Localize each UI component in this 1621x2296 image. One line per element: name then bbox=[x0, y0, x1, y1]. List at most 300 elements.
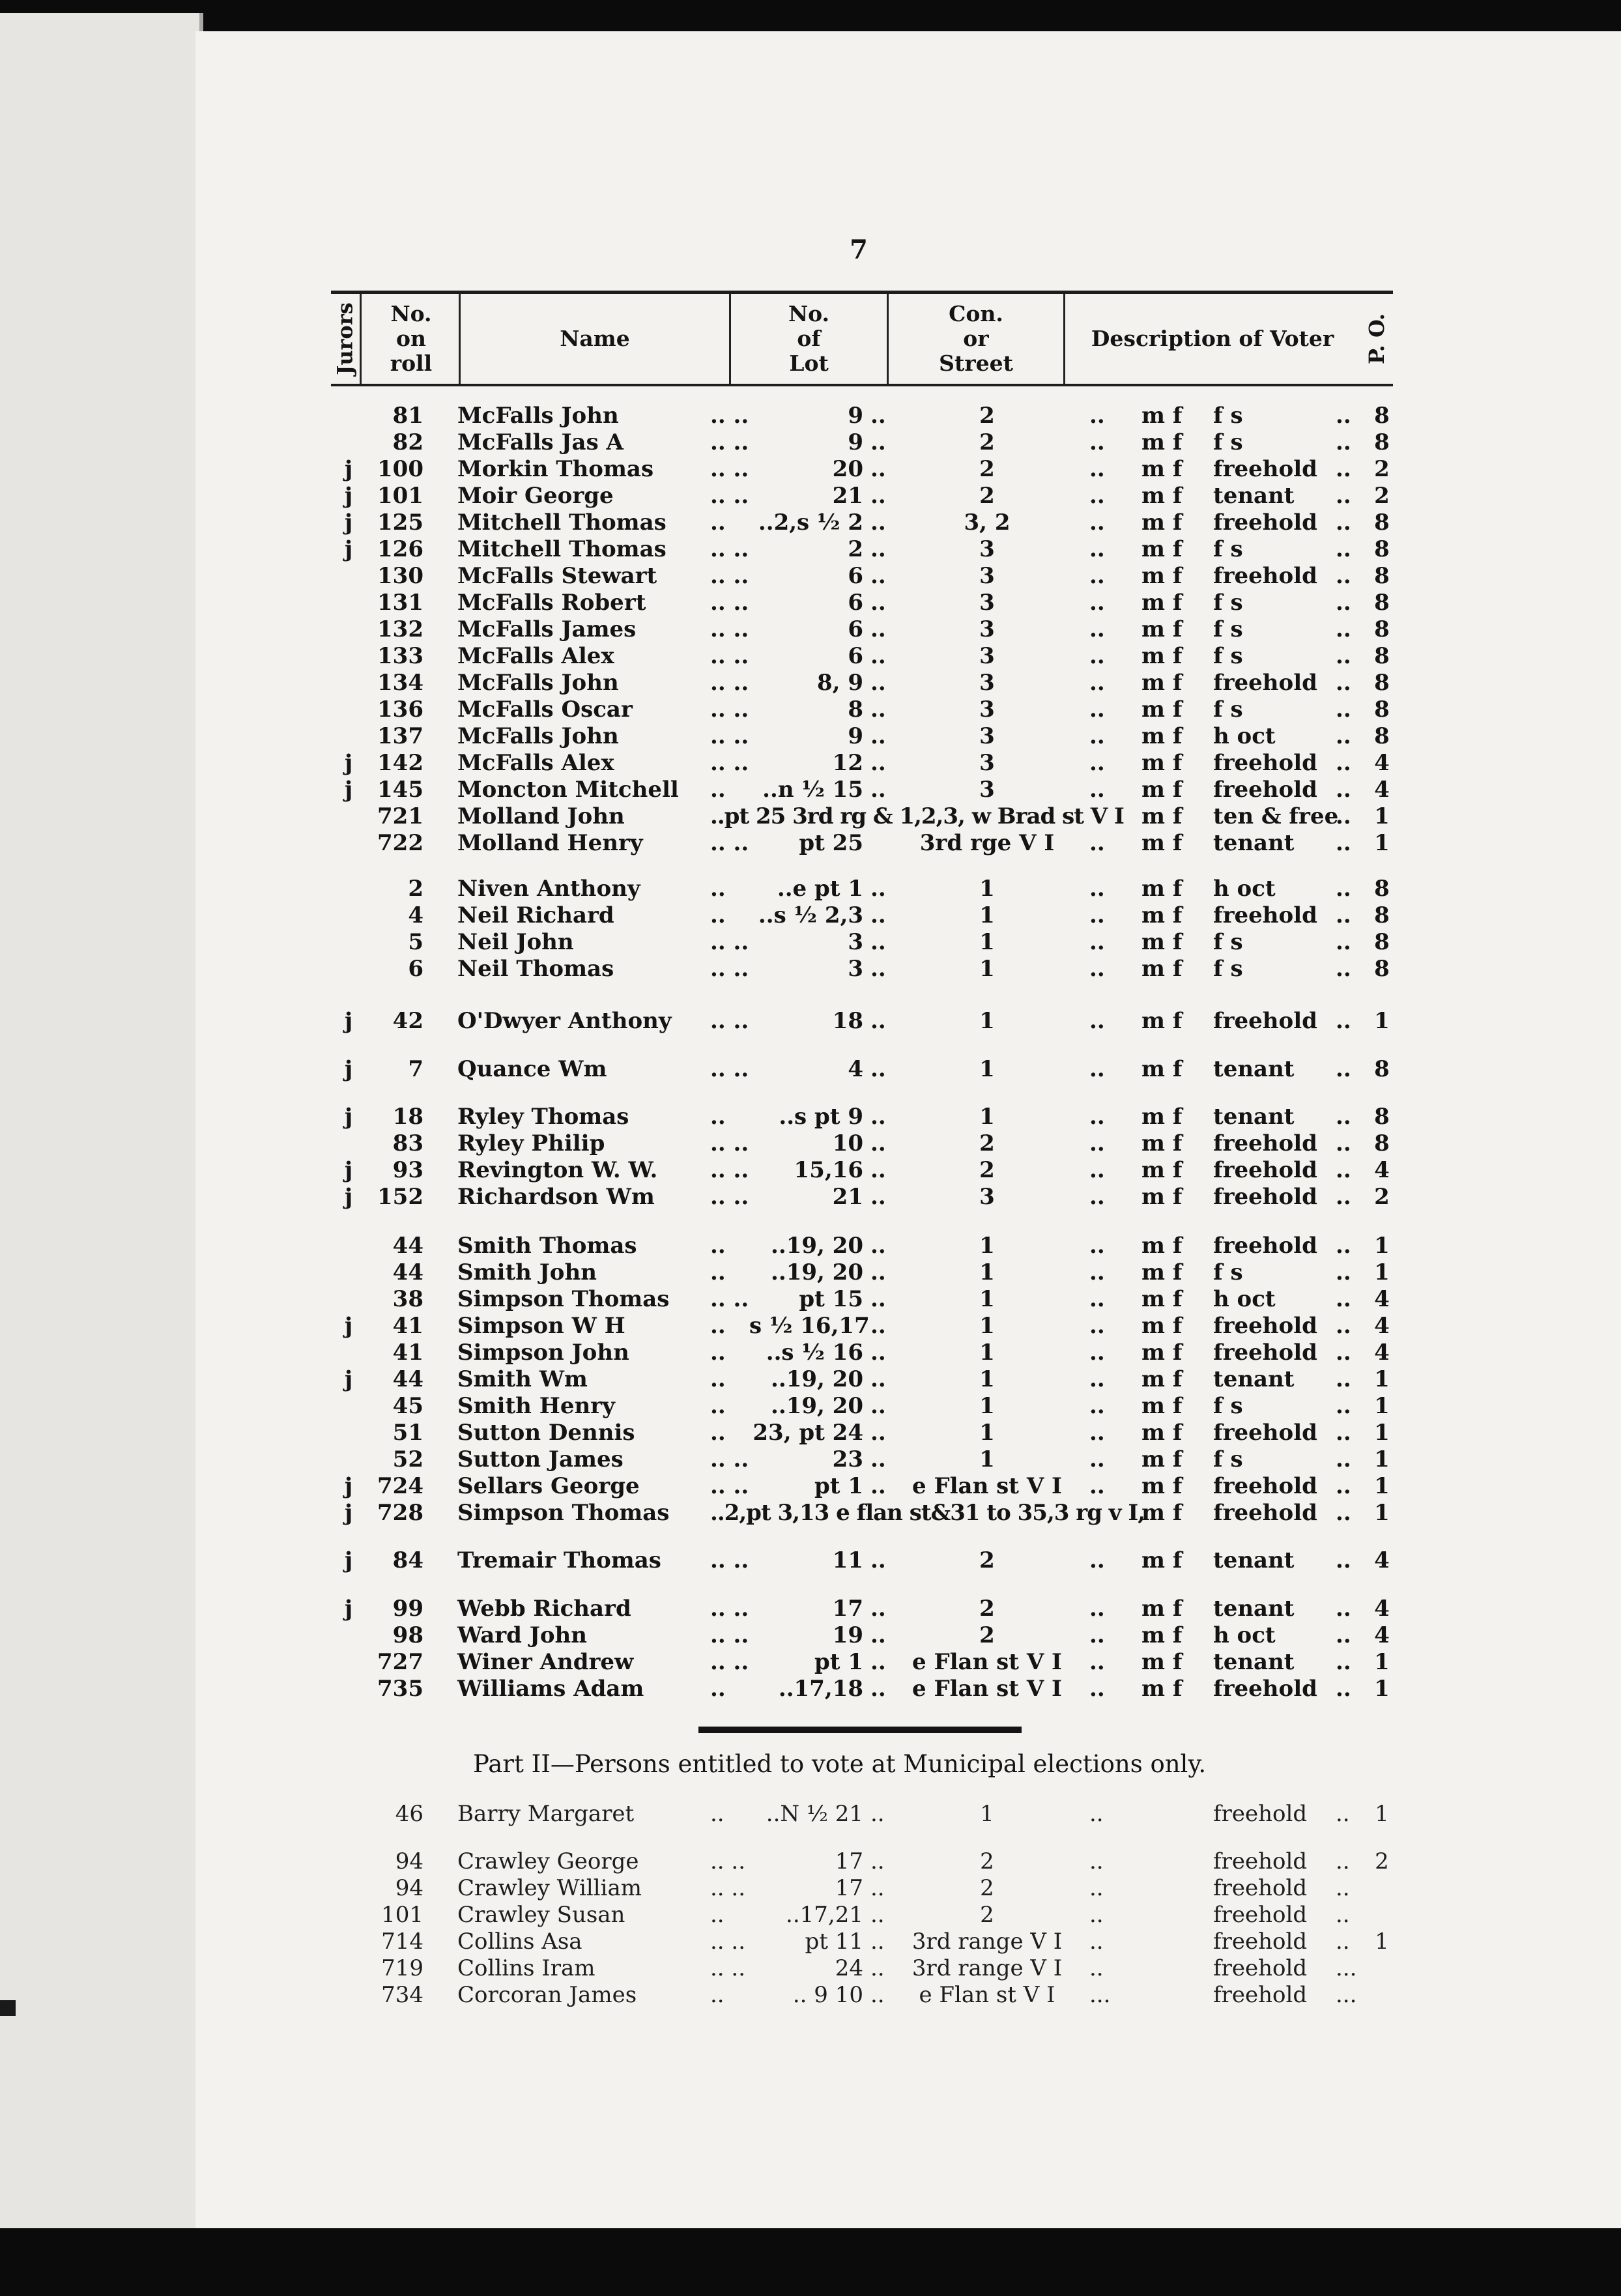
cell-d2: .. bbox=[870, 643, 886, 669]
cell-mf: m f bbox=[1141, 403, 1183, 429]
cell-lot: 3 bbox=[848, 956, 863, 982]
cell-d4: .. bbox=[1336, 803, 1351, 829]
cell-con: 2 bbox=[979, 1622, 995, 1648]
cell-d1: .. .. bbox=[710, 929, 749, 955]
cell-j: j bbox=[344, 1184, 353, 1210]
cell-po: 1 bbox=[1374, 1676, 1390, 1702]
cell-no: 131 bbox=[377, 590, 423, 616]
cell-con: 3 bbox=[979, 590, 995, 616]
cell-d4: .. bbox=[1336, 1008, 1351, 1034]
cell-name: McFalls Robert bbox=[457, 590, 646, 616]
cell-no: 101 bbox=[377, 483, 423, 509]
cell-d4: .. bbox=[1336, 643, 1351, 669]
cell-con: 2 bbox=[979, 403, 995, 429]
cell-name: Smith Wm bbox=[457, 1366, 588, 1392]
cell-d2: .. bbox=[870, 1008, 886, 1034]
cell-name: Sutton James bbox=[457, 1446, 624, 1472]
cell-con: 2 bbox=[979, 456, 995, 482]
cell-d1: .. bbox=[710, 1982, 724, 2008]
cell-d4: .. bbox=[1336, 750, 1351, 776]
cell-d4: .. bbox=[1336, 1286, 1351, 1312]
cell-con: 1 bbox=[979, 1056, 995, 1082]
cell-d2: .. bbox=[870, 1801, 885, 1827]
cell-name: Molland John bbox=[457, 803, 625, 829]
cell-no: 145 bbox=[377, 777, 423, 803]
cell-d2: .. bbox=[870, 1902, 885, 1928]
cell-mf: m f bbox=[1141, 456, 1183, 482]
cell-desc: freehold bbox=[1213, 1340, 1317, 1366]
cell-desc: freehold bbox=[1213, 1875, 1308, 1901]
cell-lot: pt 1 bbox=[814, 1649, 863, 1675]
cell-no: 83 bbox=[392, 1130, 423, 1156]
cell-name: Sutton Dennis bbox=[457, 1420, 635, 1446]
cell-lot: ..19, 20 bbox=[771, 1233, 863, 1259]
cell-con: 2 bbox=[980, 1848, 994, 1874]
cell-desc: tenant bbox=[1213, 483, 1295, 509]
cell-j: j bbox=[344, 1056, 353, 1082]
cell-d1: .. .. bbox=[710, 1056, 749, 1082]
cell-con: 3 bbox=[979, 643, 995, 669]
cell-desc: freehold bbox=[1213, 1184, 1317, 1210]
cell-con: 3rd range V I bbox=[911, 1955, 1063, 1981]
cell-d1: .. bbox=[710, 1366, 726, 1392]
column-rule bbox=[729, 294, 731, 384]
cell-po: 1 bbox=[1374, 1473, 1390, 1499]
cell-desc: f s bbox=[1213, 590, 1243, 616]
cell-d4: .. bbox=[1336, 1393, 1351, 1419]
cell-con: 2 bbox=[979, 1157, 995, 1183]
cell-con: 1 bbox=[979, 1393, 995, 1419]
cell-po: 1 bbox=[1374, 1500, 1390, 1526]
cell-desc: f s bbox=[1213, 643, 1243, 669]
cell-d2: .. bbox=[870, 723, 886, 749]
cell-d4: .. bbox=[1336, 902, 1351, 928]
cell-desc: tenant bbox=[1213, 830, 1295, 856]
cell-d3: .. bbox=[1089, 563, 1105, 589]
cell-d3: .. bbox=[1089, 750, 1105, 776]
cell-name: Quance Wm bbox=[457, 1056, 607, 1082]
cell-name: Barry Margaret bbox=[457, 1801, 635, 1827]
cell-mf: m f bbox=[1141, 803, 1183, 829]
cell-lot: 17 bbox=[835, 1875, 863, 1901]
cell-con: 2 bbox=[979, 429, 995, 455]
cell-mf: m f bbox=[1141, 1649, 1183, 1675]
cell-po: 8 bbox=[1374, 723, 1390, 749]
cell-name: Smith Thomas bbox=[457, 1233, 637, 1259]
cell-d4: .. bbox=[1336, 616, 1351, 642]
cell-d3: .. bbox=[1089, 1286, 1105, 1312]
cell-con: e Flan st V I bbox=[912, 1649, 1062, 1675]
cell-lot: 9 bbox=[848, 429, 863, 455]
cell-lot: ..pt 25 3rd rg & 1,2,3, w Brad st V I bbox=[710, 803, 1124, 829]
cell-d2: .. bbox=[870, 509, 886, 536]
cell-d3: .. bbox=[1089, 429, 1105, 455]
cell-name: Neil Richard bbox=[457, 902, 614, 928]
cell-no: 81 bbox=[392, 403, 423, 429]
cell-d4: .. bbox=[1336, 830, 1351, 856]
cell-no: 728 bbox=[377, 1500, 423, 1526]
cell-d2: .. bbox=[870, 456, 886, 482]
cell-desc: f s bbox=[1213, 616, 1243, 642]
cell-d1: .. .. bbox=[710, 1875, 746, 1901]
cell-d3: .. bbox=[1089, 1596, 1105, 1622]
cell-lot: 6 bbox=[848, 616, 863, 642]
cell-d3: .. bbox=[1089, 1130, 1105, 1156]
cell-po: 1 bbox=[1374, 1649, 1390, 1675]
cell-lot: 10 bbox=[832, 1130, 863, 1156]
cell-po: 1 bbox=[1375, 1929, 1389, 1955]
cell-con: 1 bbox=[979, 1340, 995, 1366]
cell-d1: .. bbox=[710, 777, 726, 803]
cell-po: 8 bbox=[1374, 429, 1390, 455]
cell-name: Niven Anthony bbox=[457, 876, 640, 902]
cell-d4: .. bbox=[1336, 876, 1351, 902]
cell-d1: .. .. bbox=[710, 1446, 749, 1472]
cell-con: 3rd range V I bbox=[911, 1929, 1063, 1955]
cell-lot: ..19, 20 bbox=[771, 1366, 863, 1392]
cell-po: 8 bbox=[1374, 670, 1390, 696]
cell-con: 1 bbox=[979, 876, 995, 902]
cell-name: Richardson Wm bbox=[457, 1184, 655, 1210]
cell-name: Sellars George bbox=[457, 1473, 640, 1499]
cell-mf: m f bbox=[1141, 1622, 1183, 1648]
cell-j: j bbox=[344, 1547, 353, 1573]
cell-d3: .. bbox=[1089, 1184, 1105, 1210]
cell-no: 100 bbox=[377, 456, 423, 482]
cell-po: 8 bbox=[1374, 536, 1390, 562]
header-po: P. O. bbox=[1364, 313, 1389, 365]
cell-d4: .. bbox=[1336, 590, 1351, 616]
cell-lot: 3 bbox=[848, 929, 863, 955]
cell-d1: .. .. bbox=[710, 1008, 749, 1034]
cell-lot: 17 bbox=[832, 1596, 863, 1622]
cell-lot: 2 bbox=[848, 536, 863, 562]
cell-lot: 21 bbox=[832, 1184, 863, 1210]
cell-d1: .. .. bbox=[710, 1649, 749, 1675]
cell-po: 1 bbox=[1374, 1420, 1390, 1446]
cell-d3: .. bbox=[1089, 509, 1105, 536]
cell-desc: tenant bbox=[1213, 1596, 1295, 1622]
cell-j: j bbox=[344, 1157, 353, 1183]
cell-desc: f s bbox=[1213, 929, 1243, 955]
cell-d3: .. bbox=[1089, 670, 1105, 696]
cell-con: 3 bbox=[979, 696, 995, 723]
cell-con: 1 bbox=[979, 929, 995, 955]
cell-d3: .. bbox=[1089, 1366, 1105, 1392]
cell-con: 1 bbox=[979, 902, 995, 928]
cell-d3: .. bbox=[1089, 1902, 1104, 1928]
cell-name: Corcoran James bbox=[457, 1982, 637, 2008]
cell-name: Collins Iram bbox=[457, 1955, 595, 1981]
cell-name: Collins Asa bbox=[457, 1929, 582, 1955]
cell-mf: m f bbox=[1141, 1446, 1183, 1472]
cell-mf: m f bbox=[1141, 670, 1183, 696]
cell-no: 18 bbox=[392, 1104, 423, 1130]
cell-mf: m f bbox=[1141, 509, 1183, 536]
cell-name: O'Dwyer Anthony bbox=[457, 1008, 672, 1034]
cell-po: 8 bbox=[1374, 956, 1390, 982]
cell-desc: f s bbox=[1213, 1446, 1243, 1472]
cell-con: 1 bbox=[980, 1801, 994, 1827]
cell-d4: .. bbox=[1336, 1473, 1351, 1499]
cell-d4: .. bbox=[1336, 1596, 1351, 1622]
cell-d4: .. bbox=[1336, 1184, 1351, 1210]
cell-po: 8 bbox=[1374, 403, 1390, 429]
cell-d2: .. bbox=[870, 929, 886, 955]
cell-name: Simpson Thomas bbox=[457, 1286, 670, 1312]
cell-d3: .. bbox=[1089, 1056, 1105, 1082]
cell-mf: m f bbox=[1141, 483, 1183, 509]
cell-name: Crawley George bbox=[457, 1848, 639, 1874]
cell-lot: ..2,pt 3,13 e flan st&31 to 35,3 rg v I, bbox=[710, 1500, 1145, 1526]
cell-d2: .. bbox=[870, 777, 886, 803]
cell-no: 94 bbox=[395, 1875, 423, 1901]
header-no-on-roll: No. on roll bbox=[390, 301, 433, 376]
cell-d2: .. bbox=[870, 956, 886, 982]
cell-name: Simpson John bbox=[457, 1340, 629, 1366]
cell-name: Revington W. W. bbox=[457, 1157, 658, 1183]
cell-name: McFalls James bbox=[457, 616, 637, 642]
cell-con: 3 bbox=[979, 616, 995, 642]
cell-d1: .. .. bbox=[710, 403, 749, 429]
cell-desc: freehold bbox=[1213, 1801, 1308, 1827]
cell-po: 2 bbox=[1374, 456, 1390, 482]
cell-d2: .. bbox=[870, 1184, 886, 1210]
cell-d2: .. bbox=[870, 1929, 885, 1955]
cell-d1: .. .. bbox=[710, 1286, 749, 1312]
cell-d3: .. bbox=[1089, 643, 1105, 669]
cell-d1: .. bbox=[710, 1259, 726, 1285]
cell-po: 8 bbox=[1374, 509, 1390, 536]
column-rule bbox=[1063, 294, 1065, 384]
cell-d2: .. bbox=[870, 1446, 886, 1472]
cell-d4: .. bbox=[1336, 1848, 1350, 1874]
cell-name: Simpson Thomas bbox=[457, 1500, 670, 1526]
cell-con: e Flan st V I bbox=[919, 1982, 1055, 2008]
cell-no: 133 bbox=[377, 643, 423, 669]
cell-d4: .. bbox=[1336, 1929, 1350, 1955]
cell-j: j bbox=[344, 1473, 353, 1499]
cell-mf: m f bbox=[1141, 929, 1183, 955]
cell-name: Morkin Thomas bbox=[457, 456, 654, 482]
cell-lot: pt 1 bbox=[814, 1473, 863, 1499]
cell-d3: .. bbox=[1089, 590, 1105, 616]
column-rule bbox=[459, 294, 461, 384]
cell-desc: freehold bbox=[1213, 1500, 1317, 1526]
cell-po: 1 bbox=[1374, 1008, 1390, 1034]
cell-no: 137 bbox=[377, 723, 423, 749]
cell-desc: tenant bbox=[1213, 1547, 1295, 1573]
cell-d1: .. bbox=[710, 1233, 726, 1259]
header-con-or-street: Con. or Street bbox=[939, 301, 1013, 376]
cell-lot: 4 bbox=[848, 1056, 863, 1082]
cell-no: 46 bbox=[395, 1801, 423, 1827]
cell-d3: .. bbox=[1089, 777, 1105, 803]
cell-d3: ... bbox=[1089, 1982, 1111, 2008]
cell-d2: .. bbox=[870, 1366, 886, 1392]
cell-desc: freehold bbox=[1213, 509, 1317, 536]
cell-name: Ryley Thomas bbox=[457, 1104, 629, 1130]
cell-desc: freehold bbox=[1213, 1955, 1308, 1981]
cell-d1: .. bbox=[710, 902, 726, 928]
cell-lot: 15,16 bbox=[794, 1157, 863, 1183]
cell-d1: .. .. bbox=[710, 750, 749, 776]
cell-po: 2 bbox=[1374, 483, 1390, 509]
cell-d1: .. .. bbox=[710, 616, 749, 642]
cell-lot: 8, 9 bbox=[817, 670, 863, 696]
cell-d4: .. bbox=[1336, 509, 1351, 536]
cell-desc: freehold bbox=[1213, 1902, 1308, 1928]
cell-mf: m f bbox=[1141, 616, 1183, 642]
scan-border-top bbox=[0, 0, 1621, 31]
cell-po: 8 bbox=[1374, 590, 1390, 616]
cell-no: 727 bbox=[377, 1649, 423, 1675]
cell-con: 1 bbox=[979, 1104, 995, 1130]
cell-lot: ..19, 20 bbox=[771, 1393, 863, 1419]
cell-name: Tremair Thomas bbox=[457, 1547, 661, 1573]
cell-name: Winer Andrew bbox=[457, 1649, 634, 1675]
cell-po: 8 bbox=[1374, 902, 1390, 928]
cell-d2: .. bbox=[870, 403, 886, 429]
cell-mf: m f bbox=[1141, 1500, 1183, 1526]
cell-po: 1 bbox=[1374, 1233, 1390, 1259]
cell-d3: .. bbox=[1089, 723, 1105, 749]
cell-d4: .. bbox=[1336, 929, 1351, 955]
header-name: Name bbox=[560, 326, 630, 351]
cell-d4: ... bbox=[1336, 1982, 1357, 2008]
header-description: Description of Voter bbox=[1091, 326, 1334, 351]
cell-name: McFalls Alex bbox=[457, 643, 614, 669]
cell-d1: .. .. bbox=[710, 1184, 749, 1210]
cell-d4: .. bbox=[1336, 1157, 1351, 1183]
cell-no: 719 bbox=[381, 1955, 423, 1981]
cell-name: McFalls Alex bbox=[457, 750, 614, 776]
cell-d2: .. bbox=[870, 1056, 886, 1082]
cell-d4: .. bbox=[1336, 1340, 1351, 1366]
cell-lot: 9 bbox=[848, 403, 863, 429]
cell-lot: 6 bbox=[848, 563, 863, 589]
cell-no: 82 bbox=[392, 429, 423, 455]
cell-mf: m f bbox=[1141, 563, 1183, 589]
cell-po: 8 bbox=[1374, 1130, 1390, 1156]
cell-con: 2 bbox=[979, 1130, 995, 1156]
cell-desc: freehold bbox=[1213, 1848, 1308, 1874]
cell-d2: .. bbox=[870, 1622, 886, 1648]
cell-name: Williams Adam bbox=[457, 1676, 644, 1702]
cell-con: 3, 2 bbox=[964, 509, 1011, 536]
cell-lot: 6 bbox=[848, 590, 863, 616]
cell-mf: m f bbox=[1141, 777, 1183, 803]
cell-d4: .. bbox=[1336, 1104, 1351, 1130]
cell-d1: .. .. bbox=[710, 696, 749, 723]
cell-no: 101 bbox=[381, 1902, 423, 1928]
scan-border-bottom bbox=[0, 2228, 1621, 2296]
cell-lot: s ½ 16,17 bbox=[749, 1313, 870, 1339]
cell-mf: m f bbox=[1141, 696, 1183, 723]
cell-d1: .. .. bbox=[710, 1157, 749, 1183]
cell-d4: .. bbox=[1336, 1875, 1350, 1901]
cell-po: 8 bbox=[1374, 696, 1390, 723]
margin-mark bbox=[0, 2000, 16, 2016]
cell-mf: m f bbox=[1141, 830, 1183, 856]
cell-j: j bbox=[344, 1500, 353, 1526]
cell-d4: .. bbox=[1336, 723, 1351, 749]
cell-j: j bbox=[344, 483, 353, 509]
cell-no: 42 bbox=[392, 1008, 423, 1034]
cell-d4: .. bbox=[1336, 536, 1351, 562]
cell-po: 8 bbox=[1374, 643, 1390, 669]
cell-no: 41 bbox=[392, 1313, 423, 1339]
cell-d3: .. bbox=[1089, 830, 1105, 856]
cell-name: Moir George bbox=[457, 483, 614, 509]
cell-d2: .. bbox=[870, 1473, 886, 1499]
cell-name: McFalls John bbox=[457, 403, 619, 429]
cell-d4: .. bbox=[1336, 1622, 1351, 1648]
cell-d3: .. bbox=[1089, 1104, 1105, 1130]
cell-lot: pt 15 bbox=[799, 1286, 863, 1312]
cell-no: 98 bbox=[392, 1622, 423, 1648]
cell-mf: m f bbox=[1141, 1056, 1183, 1082]
cell-d2: .. bbox=[870, 1676, 886, 1702]
cell-d1: .. .. bbox=[710, 723, 749, 749]
cell-name: Webb Richard bbox=[457, 1596, 631, 1622]
cell-no: 724 bbox=[377, 1473, 423, 1499]
cell-po: 4 bbox=[1374, 1547, 1390, 1573]
cell-lot: ..e pt 1 bbox=[777, 876, 863, 902]
cell-d3: .. bbox=[1089, 1233, 1105, 1259]
cell-name: McFalls Oscar bbox=[457, 696, 633, 723]
cell-lot: ..2,s ½ 2 bbox=[758, 509, 863, 536]
cell-j: j bbox=[344, 509, 353, 536]
cell-lot: 18 bbox=[832, 1008, 863, 1034]
cell-po: 1 bbox=[1374, 1393, 1390, 1419]
cell-po: 1 bbox=[1375, 1801, 1389, 1827]
cell-d1: .. bbox=[710, 876, 726, 902]
header-jurors: Jurors bbox=[333, 302, 358, 375]
cell-d1: .. bbox=[710, 1313, 726, 1339]
cell-con: 1 bbox=[979, 1008, 995, 1034]
cell-d3: .. bbox=[1089, 1547, 1105, 1573]
cell-d1: .. .. bbox=[710, 643, 749, 669]
cell-mf: m f bbox=[1141, 643, 1183, 669]
cell-d4: .. bbox=[1336, 777, 1351, 803]
cell-d1: .. bbox=[710, 1801, 724, 1827]
cell-d2: .. bbox=[870, 1420, 886, 1446]
cell-con: 1 bbox=[979, 1233, 995, 1259]
cell-mf: m f bbox=[1141, 1547, 1183, 1573]
cell-po: 1 bbox=[1374, 830, 1390, 856]
cell-lot: pt 25 bbox=[799, 830, 863, 856]
cell-desc: freehold bbox=[1213, 902, 1317, 928]
previous-page-edge bbox=[0, 13, 203, 2228]
cell-d1: .. .. bbox=[710, 590, 749, 616]
cell-no: 44 bbox=[392, 1366, 423, 1392]
cell-d4: .. bbox=[1336, 429, 1351, 455]
cell-desc: h oct bbox=[1213, 1286, 1276, 1312]
cell-con: 2 bbox=[979, 1596, 995, 1622]
cell-no: 125 bbox=[377, 509, 423, 536]
cell-d4: .. bbox=[1336, 1056, 1351, 1082]
cell-po: 4 bbox=[1374, 1340, 1390, 1366]
cell-no: 734 bbox=[381, 1982, 423, 2008]
cell-d2: .. bbox=[870, 1259, 886, 1285]
cell-d1: .. .. bbox=[710, 1596, 749, 1622]
cell-mf: m f bbox=[1141, 1313, 1183, 1339]
cell-d1: .. .. bbox=[710, 1547, 749, 1573]
cell-d4: .. bbox=[1336, 1500, 1351, 1526]
cell-lot: ..17,21 bbox=[786, 1902, 863, 1928]
cell-con: 1 bbox=[979, 1259, 995, 1285]
